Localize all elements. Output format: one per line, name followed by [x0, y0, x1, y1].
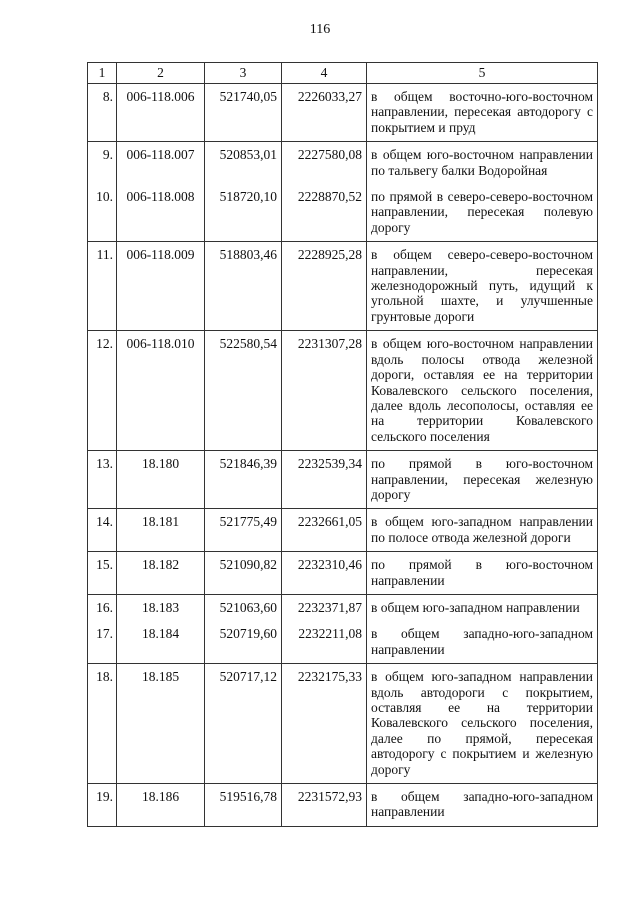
boundary-description: в общем юго-восточном направлении вдоль полосы отвода железной дороги, оставляя ее на территории Ковалевского сельского поселения, далее вдоль лесополосы, оставляя ее на территории Ковалевского сельского поселения [367, 331, 598, 451]
y-coordinate: 2227580,08 [282, 142, 367, 184]
point-code: 18.185 [117, 664, 205, 784]
x-coordinate: 520719,60 [205, 621, 282, 663]
y-coordinate: 2228925,28 [282, 242, 367, 331]
row-number: 17. [88, 621, 117, 663]
column-header-5: 5 [367, 63, 598, 84]
x-coordinate: 521740,05 [205, 84, 282, 142]
x-coordinate: 518803,46 [205, 242, 282, 331]
table-row [88, 331, 598, 451]
row-number: 13. [88, 451, 117, 509]
row-number: 19. [88, 784, 117, 827]
table-row [88, 242, 598, 331]
point-code: 18.186 [117, 784, 205, 827]
y-coordinate: 2232661,05 [282, 509, 367, 552]
table-row [88, 552, 598, 595]
boundary-description: в общем юго-западном направлении [367, 594, 598, 621]
row-number: 10. [88, 184, 117, 242]
row-number: 16. [88, 594, 117, 621]
x-coordinate: 518720,10 [205, 184, 282, 242]
y-coordinate: 2232539,34 [282, 451, 367, 509]
y-coordinate: 2228870,52 [282, 184, 367, 242]
row-number: 14. [88, 509, 117, 552]
boundary-description: в общем северо-северо-восточном направлении, пересекая железнодорожный путь, идущий к угольной шахте, и улучшенные грунтовые дороги [367, 242, 598, 331]
boundary-description: по прямой в северо-северо-восточном направлении, пересекая полевую дорогу [367, 184, 598, 242]
point-code: 18.184 [117, 621, 205, 663]
y-coordinate: 2232175,33 [282, 664, 367, 784]
row-number: 11. [88, 242, 117, 331]
y-coordinate: 2232371,87 [282, 594, 367, 621]
row-number: 12. [88, 331, 117, 451]
table-row [88, 594, 598, 621]
point-code: 006-118.006 [117, 84, 205, 142]
boundary-description: по прямой в юго-восточном направлении [367, 552, 598, 595]
column-header-3: 3 [205, 63, 282, 84]
page-number: 116 [309, 22, 331, 37]
x-coordinate: 520717,12 [205, 664, 282, 784]
table-row [88, 451, 598, 509]
point-code: 18.181 [117, 509, 205, 552]
x-coordinate: 519516,78 [205, 784, 282, 827]
x-coordinate: 521063,60 [205, 594, 282, 621]
point-code: 18.180 [117, 451, 205, 509]
boundary-points-table [87, 62, 598, 827]
table-row [88, 509, 598, 552]
y-coordinate: 2226033,27 [282, 84, 367, 142]
boundary-description: по прямой в юго-восточном направлении, пересекая железную дорогу [367, 451, 598, 509]
y-coordinate: 2231307,28 [282, 331, 367, 451]
x-coordinate: 520853,01 [205, 142, 282, 184]
point-code: 006-118.008 [117, 184, 205, 242]
y-coordinate: 2232310,46 [282, 552, 367, 595]
boundary-description: в общем юго-восточном направлении по тальвегу балки Водоройная [367, 142, 598, 184]
table-row [88, 142, 598, 184]
column-header-2: 2 [117, 63, 205, 84]
table-row [88, 84, 598, 142]
row-number: 9. [88, 142, 117, 184]
x-coordinate: 521090,82 [205, 552, 282, 595]
boundary-description: в общем юго-западном направлении по полосе отвода железной дороги [367, 509, 598, 552]
row-number: 8. [88, 84, 117, 142]
y-coordinate: 2232211,08 [282, 621, 367, 663]
row-number: 18. [88, 664, 117, 784]
point-code: 18.183 [117, 594, 205, 621]
boundary-description: в общем западно-юго-западном направлении [367, 621, 598, 663]
x-coordinate: 522580,54 [205, 331, 282, 451]
table-row [88, 621, 598, 663]
table-row [88, 184, 598, 242]
column-header-1: 1 [88, 63, 117, 84]
table-row [88, 784, 598, 827]
column-header-4: 4 [282, 63, 367, 84]
row-number: 15. [88, 552, 117, 595]
x-coordinate: 521775,49 [205, 509, 282, 552]
boundary-description: в общем восточно-юго-восточном направлении, пересекая автодорогу с покрытием и пруд [367, 84, 598, 142]
x-coordinate: 521846,39 [205, 451, 282, 509]
point-code: 18.182 [117, 552, 205, 595]
table-row [88, 664, 598, 784]
point-code: 006-118.009 [117, 242, 205, 331]
table-header-row [88, 63, 598, 84]
point-code: 006-118.007 [117, 142, 205, 184]
y-coordinate: 2231572,93 [282, 784, 367, 827]
boundary-description: в общем западно-юго-западном направлении [367, 784, 598, 827]
point-code: 006-118.010 [117, 331, 205, 451]
boundary-description: в общем юго-западном направлении вдоль автодороги с покрытием, оставляя ее на территории Ковалевского сельского поселения, далее по прямой, пересекая автодорогу с покрытием и железную дорогу [367, 664, 598, 784]
